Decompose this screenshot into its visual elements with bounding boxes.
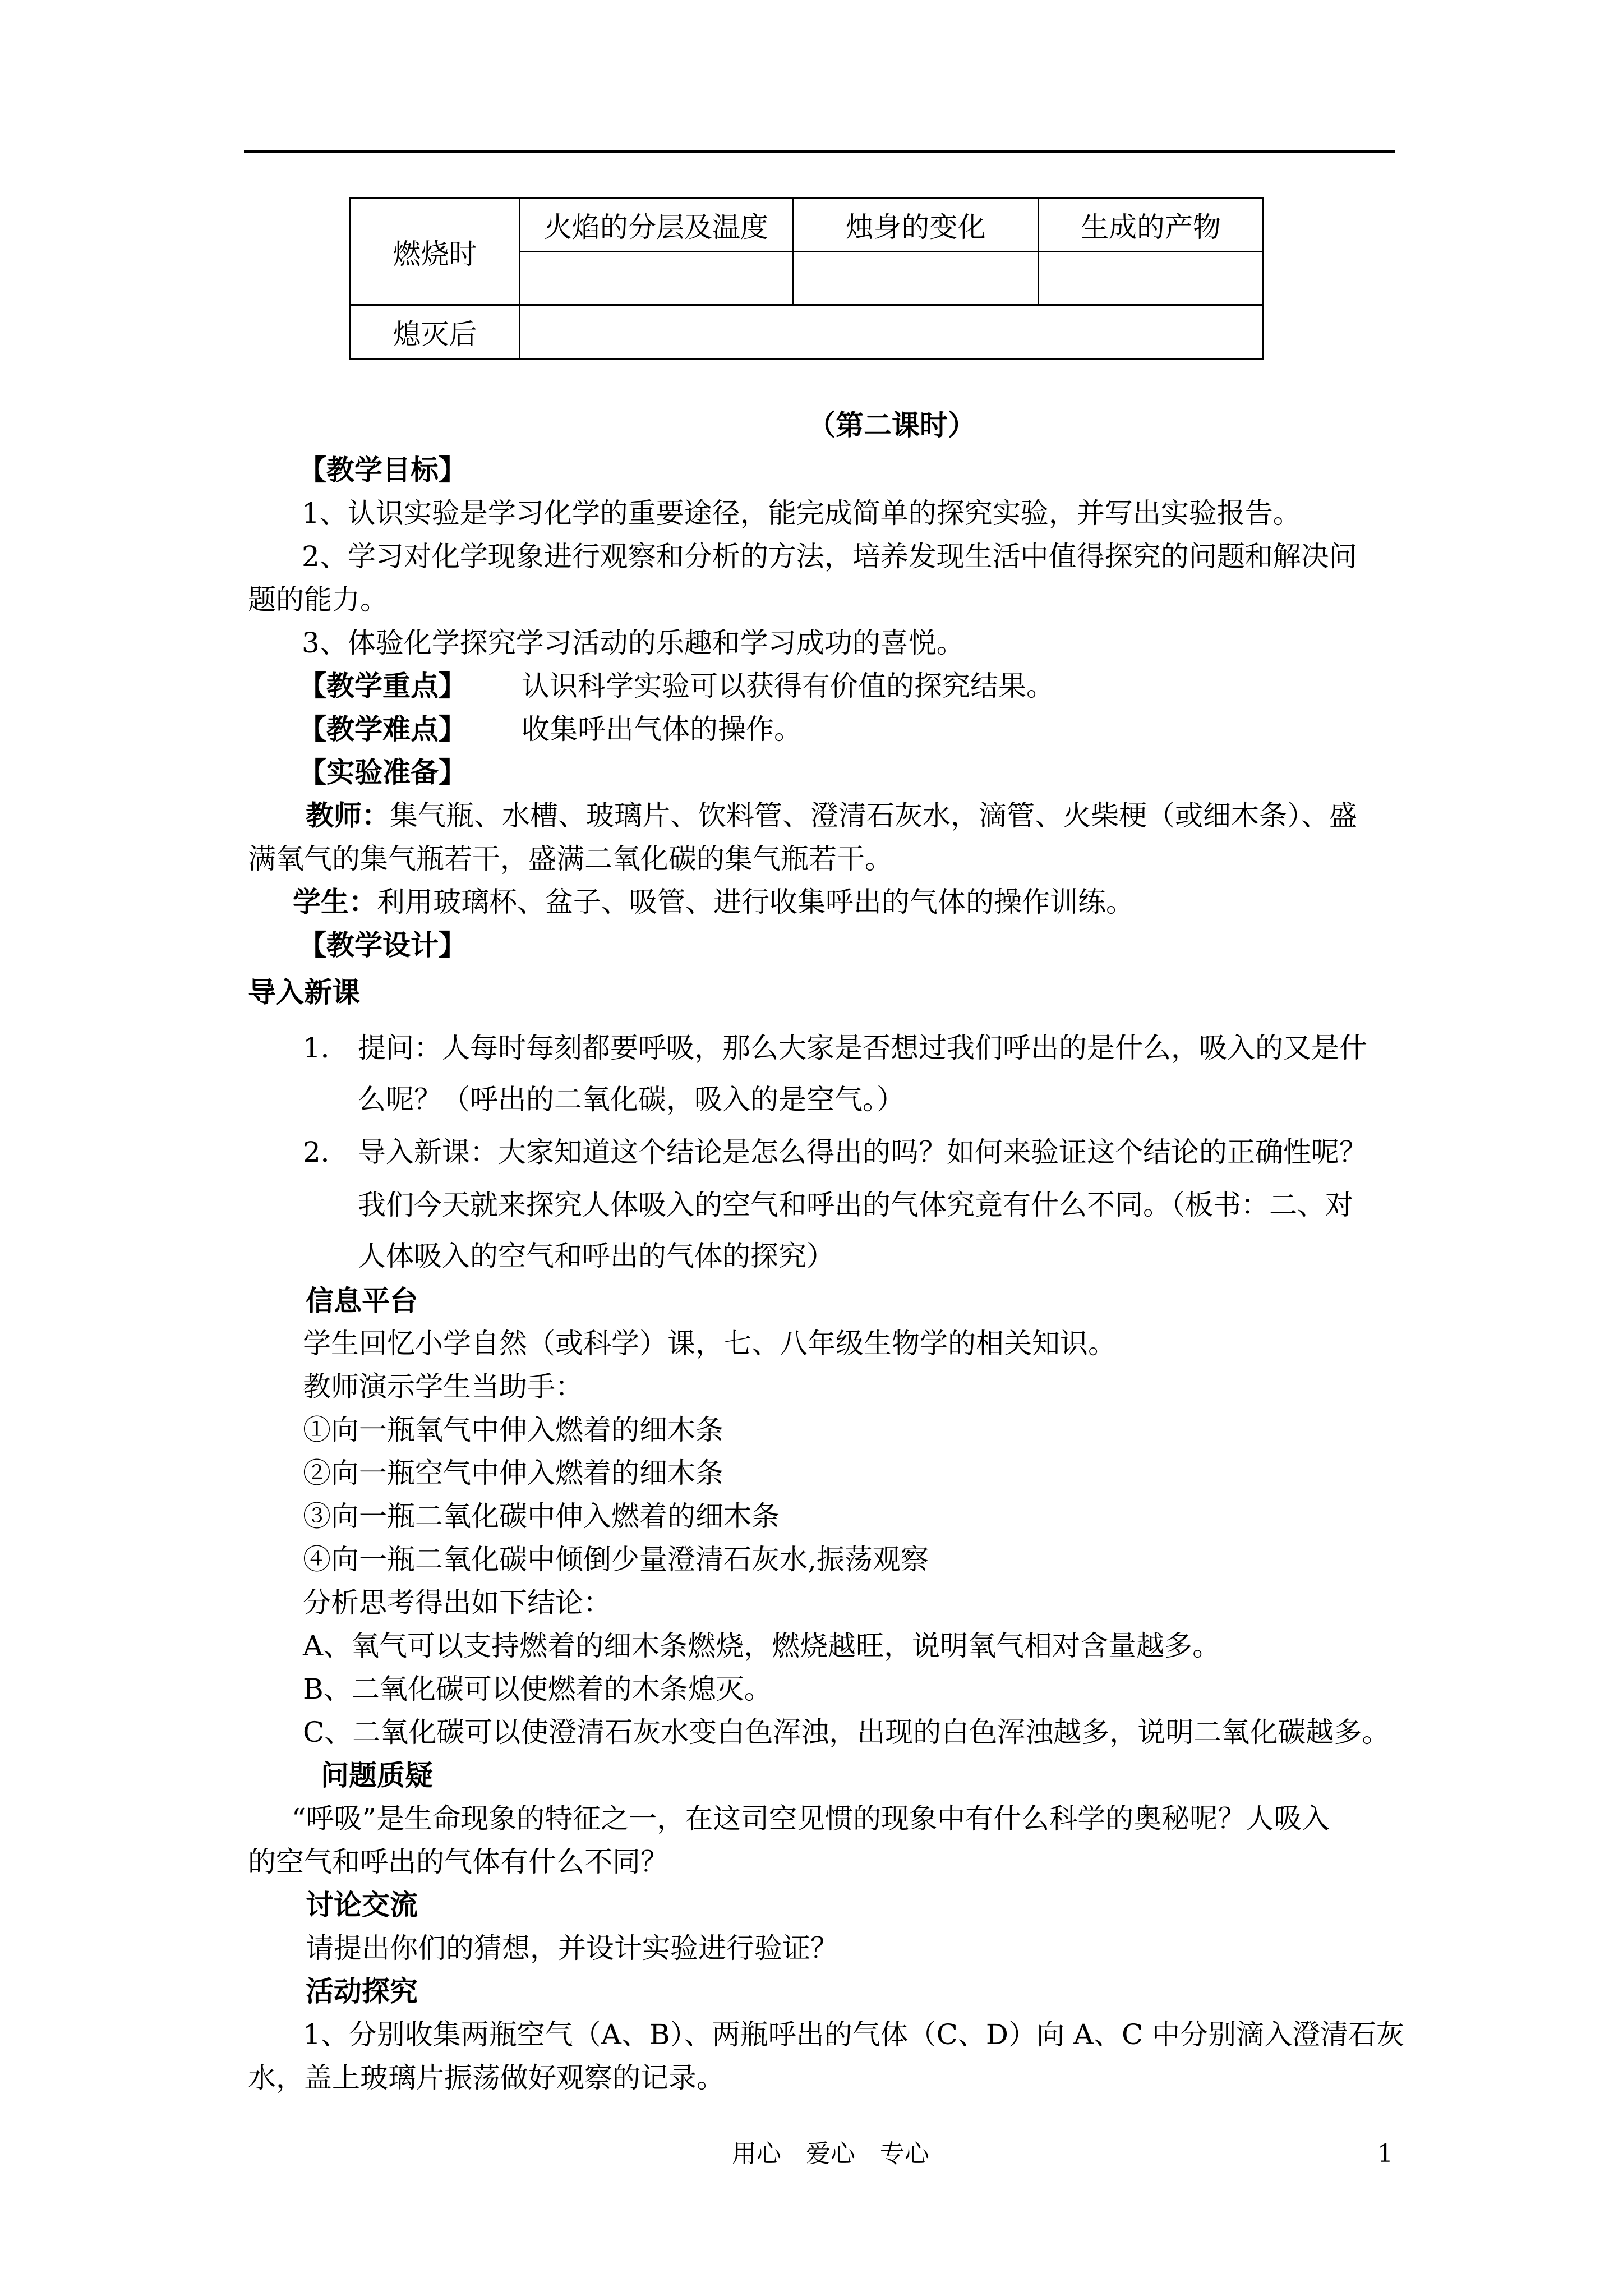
- item-1-line-2: 么呢？（呼出的二氧化碳，吸入的是空气。）: [358, 1083, 905, 1116]
- prep-heading: 【实验准备】: [298, 756, 467, 789]
- header-candle-change: 烛身的变化: [793, 199, 1039, 252]
- info-heading: 信息平台: [306, 1284, 418, 1317]
- page-number: 1: [1377, 2139, 1393, 2168]
- question-line-1: “呼吸”是生命现象的特征之一，在这司空见惯的现象中有什么科学的奥秘呢？人吸入: [292, 1802, 1330, 1835]
- header-rule: [244, 150, 1395, 153]
- goals-heading: 【教学目标】: [298, 453, 467, 486]
- key-heading: 【教学重点】: [298, 669, 467, 702]
- item-1-number: 1．: [303, 1032, 349, 1064]
- demo-1: ①向一瓶氧气中伸入燃着的细木条: [303, 1414, 723, 1446]
- demo-3: ③向一瓶二氧化碳中伸入燃着的细木条: [303, 1500, 780, 1533]
- student-text: 利用玻璃杯、盆子、吸管、进行收集呼出的气体的操作训练。: [377, 886, 1134, 918]
- footer-motto: 用心 爱心 专心: [732, 2139, 929, 2168]
- item-2-line-3: 人体吸入的空气和呼出的气体的探究）: [358, 1240, 834, 1272]
- intro-heading: 导入新课: [248, 976, 360, 1009]
- observation-table: [349, 197, 1264, 360]
- conclusion-a: A、氧气可以支持燃着的细木条燃烧，燃烧越旺，说明氧气相对含量越多。: [303, 1630, 1221, 1662]
- goal-1: 1、认识实验是学习化学的重要途径，能完成简单的探究实验，并写出实验报告。: [302, 497, 1301, 530]
- header-products: 生成的产物: [1039, 199, 1264, 252]
- student-line: [293, 885, 1134, 919]
- goal-2-line-2: 题的能力。: [248, 583, 388, 616]
- info-line-2: 教师演示学生当助手：: [303, 1370, 583, 1403]
- empty-cell: [520, 305, 1264, 360]
- activity-line-2: 水，盖上玻璃片振荡做好观察的记录。: [248, 2062, 725, 2094]
- difficulty-text: 收集呼出气体的操作。: [522, 713, 802, 746]
- teacher-label: 教师：: [306, 799, 390, 832]
- goal-3: 3、体验化学探究学习活动的乐趣和学习成功的喜悦。: [302, 627, 965, 659]
- item-2-line-1: 导入新课：大家知道这个结论是怎么得出的吗？如何来验证这个结论的正确性呢？: [358, 1136, 1367, 1168]
- question-line-2: 的空气和呼出的气体有什么不同？: [248, 1846, 668, 1878]
- question-heading: 问题质疑: [321, 1759, 433, 1792]
- activity-line-1: 1、分别收集两瓶空气（A、B）、两瓶呼出的气体（C、D）向 A、C 中分别滴入澄清石灰: [303, 2018, 1405, 2051]
- row-label-burning: 燃烧时: [351, 199, 520, 305]
- item-1-line-1: 提问：人每时每刻都要呼吸，那么大家是否想过我们呼出的是什么，吸入的又是什: [358, 1032, 1367, 1064]
- demo-4: ④向一瓶二氧化碳中倾倒少量澄清石灰水,振荡观察: [303, 1543, 929, 1576]
- teacher-text: 集气瓶、水槽、玻璃片、饮料管、澄清石灰水，滴管、火柴梗（或细木条）、盛: [390, 799, 1357, 832]
- session-title: （第二课时）: [808, 408, 976, 441]
- conclusion-b: B、二氧化碳可以使燃着的木条熄灭。: [303, 1673, 772, 1705]
- row-label-extinguished: 熄灭后: [351, 305, 520, 360]
- item-2-number: 2．: [303, 1136, 349, 1168]
- teacher-line-2: 满氧气的集气瓶若干，盛满二氧化碳的集气瓶若干。: [248, 843, 893, 875]
- analysis-intro: 分析思考得出如下结论：: [303, 1586, 611, 1619]
- item-2-line-2: 我们今天就来探究人体吸入的空气和呼出的气体究竟有什么不同。（板书：二、对: [358, 1189, 1353, 1221]
- empty-cell: [793, 252, 1039, 305]
- empty-cell: [1039, 252, 1264, 305]
- demo-2: ②向一瓶空气中伸入燃着的细木条: [303, 1457, 723, 1489]
- student-label: 学生：: [293, 885, 377, 918]
- info-line-1: 学生回忆小学自然（或科学）课，七、八年级生物学的相关知识。: [303, 1327, 1116, 1360]
- empty-cell: [520, 252, 793, 305]
- header-flame-layers: 火焰的分层及温度: [520, 199, 793, 252]
- teacher-line-1: [306, 799, 1357, 832]
- discuss-heading: 讨论交流: [306, 1888, 418, 1921]
- key-text: 认识科学实验可以获得有价值的探究结果。: [522, 670, 1054, 702]
- goal-2-line-1: 2、学习对化学现象进行观察和分析的方法，培养发现生活中值得探究的问题和解决问: [302, 540, 1357, 573]
- activity-heading: 活动探究: [306, 1975, 418, 2008]
- discuss-text: 请提出你们的猜想，并设计实验进行验证？: [306, 1932, 838, 1964]
- design-heading: 【教学设计】: [298, 928, 467, 961]
- difficulty-heading: 【教学难点】: [298, 712, 467, 746]
- conclusion-c: C、二氧化碳可以使澄清石灰水变白色浑浊，出现的白色浑浊越多，说明二氧化碳越多。: [303, 1716, 1390, 1749]
